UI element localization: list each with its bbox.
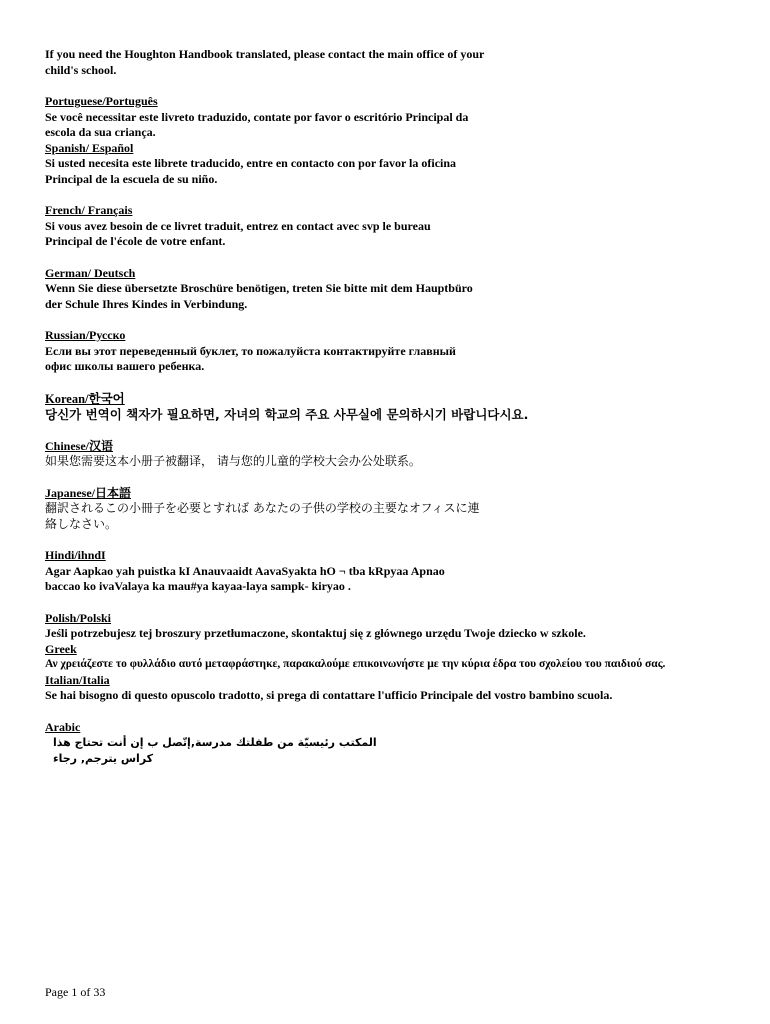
- section-chinese: [45, 439, 745, 470]
- section-arabic: [45, 720, 745, 767]
- section-body: Se você necessitar este livreto traduzido, contate por favor o escritório Principal da escola da sua criança.: [45, 109, 469, 139]
- section-body: 如果您需要这本小册子被翻译， 请与您的儿童的学校大会办公处联系。: [45, 454, 421, 468]
- section-heading: Portuguese/Português: [45, 94, 158, 108]
- section-heading: German/ Deutsch: [45, 265, 136, 280]
- section-body: 翻訳されるこの小冊子を必要とすれば あなたの子供の学校の主要なオフィスに連絡しなさい。: [45, 501, 480, 531]
- section-greek: [45, 642, 745, 673]
- intro-paragraph: If you need the Houghton Handbook translated, please contact the main office of your child's school.: [45, 47, 485, 77]
- section-heading: Spanish/ Español: [45, 140, 134, 155]
- section-hindi: [45, 548, 745, 595]
- section-korean: [45, 391, 745, 423]
- section-french: [45, 203, 745, 250]
- section-body: Αν χρειάζεστε το φυλλάδιο αυτό μεταφράστηκε, παρακαλούμε επικοινωνήστε με την κύρια έδρα του σχολείου του παιδιού σας.: [45, 658, 666, 670]
- section-german: [45, 266, 745, 313]
- document-page: [45, 47, 745, 782]
- page-number: Page 1 of 33: [45, 985, 106, 999]
- section-heading: Korean/한국어: [45, 391, 125, 406]
- section-body: Si vous avez besoin de ce livret traduit, entrez en contact avec svp le bureau Principal de l'école de votre enfant.: [45, 218, 431, 248]
- section-body: Wenn Sie diese übersetzte Broschüre benötigen, treten Sie bitte mit dem Hauptbüro der Schule Ihres Kindes in Verbindung.: [45, 281, 473, 311]
- section-body: 당신가 번역이 책자가 필요하면, 자녀의 학교의 주요 사무실에 문의하시기 바랍니다시요.: [45, 406, 529, 422]
- section-japanese: [45, 486, 745, 533]
- section-body: المكتب رئيسيّة من طفلتك مدرسة,إتّصل ب إن أنت تحتاج هذا كراس يترجم, رجاء: [53, 736, 377, 765]
- section-italian: [45, 673, 745, 704]
- section-spanish: [45, 141, 745, 188]
- section-portuguese: [45, 94, 745, 141]
- section-polish: [45, 611, 745, 642]
- section-heading: Polish/Polski: [45, 610, 112, 625]
- section-body: Если вы этот переведенный буклет, то пожалуйста контактируйте главный офис школы вашего ребенка.: [45, 343, 456, 373]
- section-heading: Greek: [45, 641, 77, 656]
- section-body: Si usted necesita este librete traducido, entre en contacto con por favor la oficina Principal de la escuela de su niño.: [45, 156, 457, 186]
- section-heading: Chinese/汉语: [45, 438, 114, 453]
- section-heading: Arabic: [45, 719, 81, 734]
- section-heading: Russian/Русско: [45, 328, 126, 342]
- section-heading: French/ Français: [45, 203, 133, 217]
- section-body: Se hai bisogno di questo opuscolo tradotto, si prega di contattare l'ufficio Principale del vostro bambino scuola.: [45, 688, 613, 702]
- section-heading: Japanese/日本語: [45, 485, 132, 500]
- section-russian: [45, 328, 745, 375]
- section-body: Jeśli potrzebujesz tej broszury przetłumaczone, skontaktuj się z głównego urzędu Twoje dziecko w szkole.: [45, 626, 586, 640]
- section-heading: Italian/Italia: [45, 672, 110, 687]
- section-body: Agar Aapkao yah puistka kI Anauvaaidt AavaSyakta hO ¬ tba kRpyaa Apnao baccao ko ivaValaya ka mau#ya kayaa-laya sampk- kiryao .: [45, 563, 445, 593]
- section-heading: Hindi/ihndI: [45, 548, 106, 562]
